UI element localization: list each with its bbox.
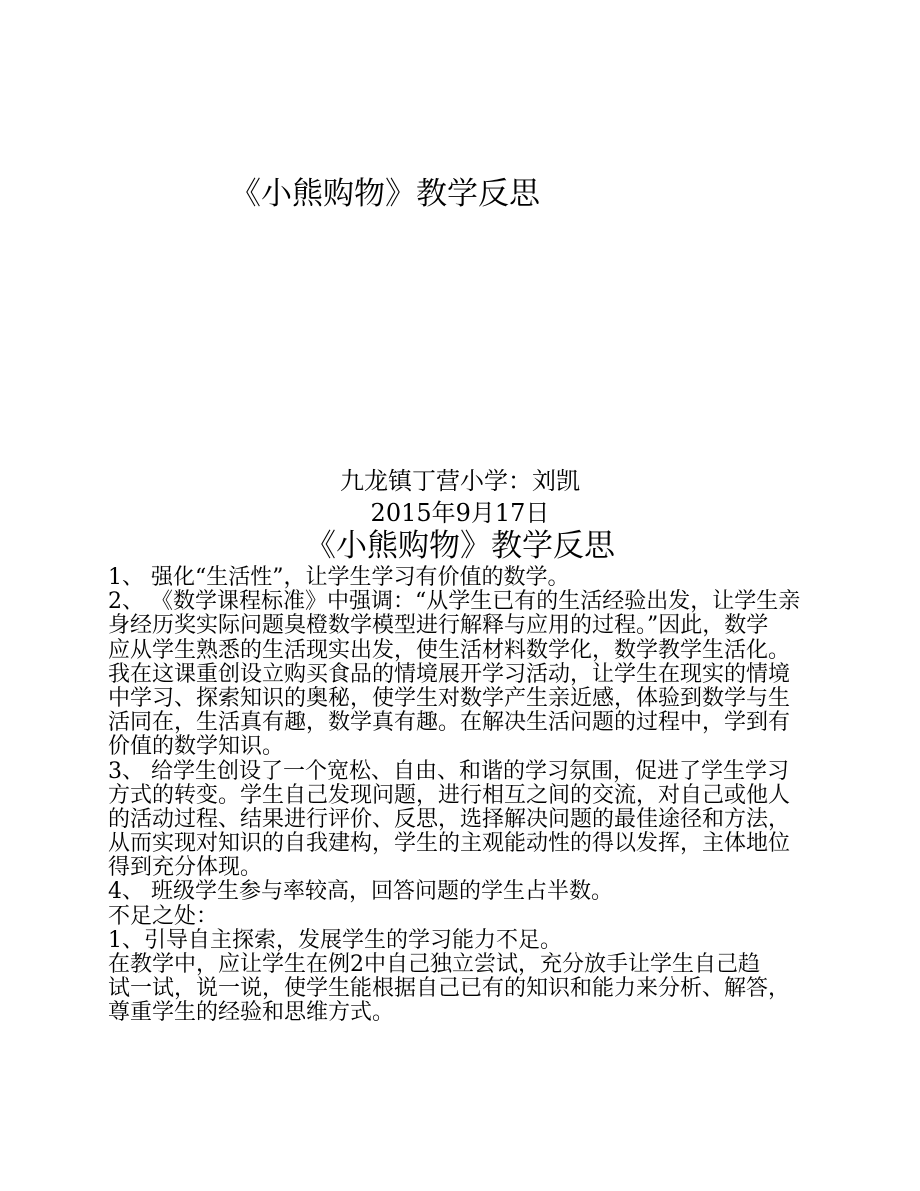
body-line: 2、 《数学课程标准》中强调：“从学生已有的生活经验出发，让学生亲 [108,589,801,615]
body-line: 中学习、探索知识的奥秘，使学生对数学产生亲近感，体验到数学与生 [108,685,791,711]
body-line: 从而实现对知识的自我建构，学生的主观能动性的得以发挥，主体地位 [108,831,791,857]
body-line: 1、 强化“生活性”，让学生学习有价值的数学。 [108,565,570,590]
article-body [108,566,828,1026]
article-title: 《小熊购物》教学反思 [305,528,615,564]
body-line: 3、 给学生创设了一个宽松、自由、和谐的学习氛围，促进了学生学习 [108,758,789,784]
author-line: 九龙镇丁营小学：刘凯 [340,467,580,495]
body-line: 价值的数学知识。 [108,734,285,760]
body-line: 方式的转变。学生自己发现问题，进行相互之间的交流，对自己或他人 [108,782,791,808]
body-line: 身经历奖实际问题臭橙数学模型进行解释与应用的过程。”因此，数学 [108,613,769,639]
body-line: 活同在，生活真有趣，数学真有趣。在解决生活问题的过程中，学到有 [108,710,791,736]
body-line: 得到充分体现。 [108,855,263,881]
body-line: 的活动过程、结果进行评价、反思，选择解决问题的最佳途径和方法， [108,806,791,832]
body-line: 应从学生熟悉的生活现实出发，使生活材料数学化，数学教学生活化。 [108,637,791,663]
body-line: 尊重学生的经验和思维方式。 [108,1000,395,1026]
cover-title: 《小熊购物》教学反思 [230,176,540,212]
body-line: 1、引导自主探索，发展学生的学习能力不足。 [108,927,562,953]
body-line: 在教学中，应让学生在例2中自己独立尝试，充分放手让学生自己趋 [108,952,760,977]
body-line: 4、 班级学生参与率较高，回答问题的学生占半数。 [108,879,613,905]
date-line: 2015年9月17日 [370,499,550,527]
body-line: 我在这课重创设立购买食品的情境展开学习活动，让学生在现实的情境 [108,661,791,687]
body-line: 试一试，说一说，使学生能根据自己已有的知识和能力来分析、解答， [108,976,791,1002]
body-line: 不足之处： [108,903,219,929]
